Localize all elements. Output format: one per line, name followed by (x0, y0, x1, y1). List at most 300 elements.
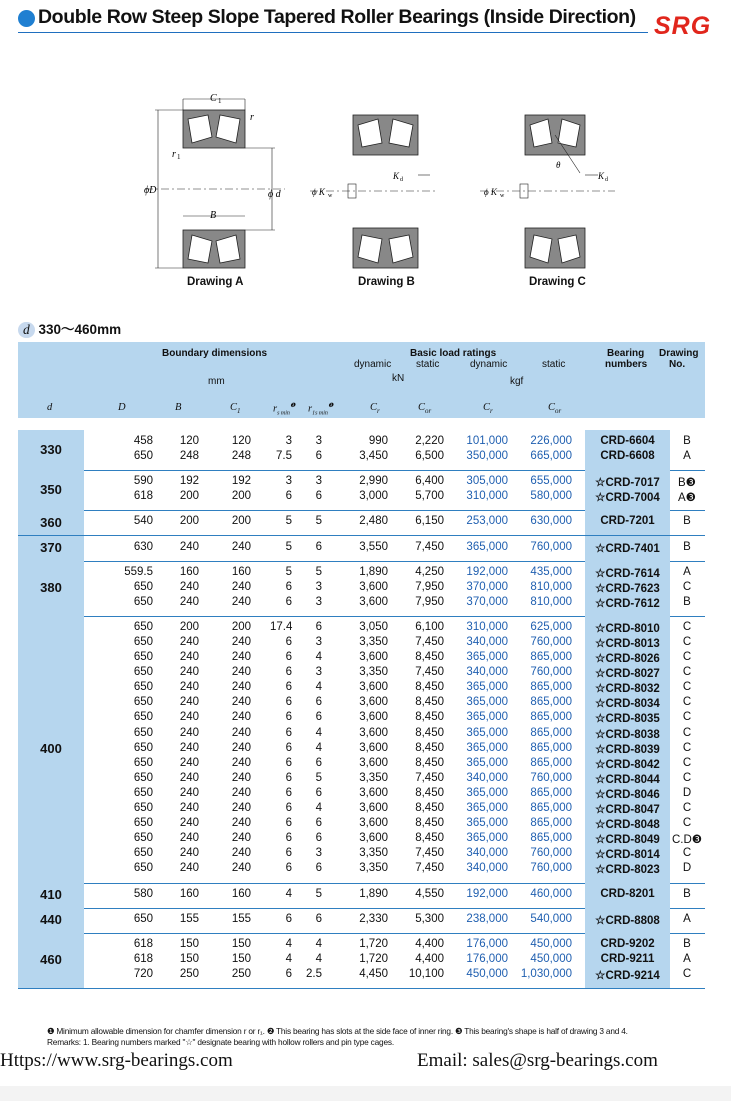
hdr-dynamic2: dynamic (470, 359, 508, 370)
table-row (18, 727, 705, 742)
table-group (18, 561, 705, 617)
cell-r1: 4 (315, 802, 322, 815)
cell-r: 6 (285, 912, 292, 925)
cell-sta: 8,450 (415, 802, 444, 815)
cell-dyk: 340,000 (466, 847, 508, 860)
cell-sta: 8,450 (415, 681, 444, 694)
cell-r1: 6 (315, 540, 322, 553)
cell-dr: D (682, 786, 692, 799)
cell-sta: 4,550 (415, 887, 444, 900)
label-kw: ϕ K (312, 187, 325, 197)
cell-r: 6 (285, 726, 292, 739)
bullet-icon (18, 10, 35, 27)
label-d: ϕ d (268, 189, 281, 200)
cell-stk: 450,000 (530, 952, 572, 965)
cell-bn: CRD-8201 (600, 887, 655, 900)
range-symbol: d (18, 322, 35, 338)
drawing-a (140, 85, 290, 270)
cell-sta: 7,450 (415, 540, 444, 553)
col-B: B (175, 402, 182, 413)
cell-d: 650 (133, 847, 153, 860)
cell-r: 6 (285, 756, 292, 769)
cell-bn: ☆CRD-8038 (595, 728, 660, 741)
table-row (18, 490, 705, 505)
cell-dr: C (682, 771, 692, 784)
hdr-kn: kN (392, 373, 405, 384)
cell-stk: 865,000 (530, 802, 572, 815)
cell-b: 240 (179, 696, 199, 709)
cell-dyn: 3,050 (359, 620, 388, 633)
hdr-bearing1: Bearing (607, 348, 645, 359)
cell-r1: 6 (315, 490, 322, 503)
cell-dyk: 253,000 (466, 515, 508, 528)
cell-bn: ☆CRD-8032 (595, 683, 660, 696)
col-r: $r_{s min}^❶$ (273, 403, 296, 417)
cell-bn: ☆CRD-8047 (595, 804, 660, 817)
cell-dyn: 3,350 (359, 666, 388, 679)
cell-d: 618 (133, 490, 153, 503)
cell-c1: 240 (231, 580, 251, 593)
cell-dr: B❸ (678, 477, 696, 490)
label-r: r (250, 112, 254, 123)
cell-b: 240 (179, 595, 199, 608)
cell-d: 580 (133, 887, 153, 900)
svg-text:d: d (605, 177, 608, 183)
cell-r1: 5 (315, 515, 322, 528)
cell-d: 650 (133, 450, 153, 463)
cell-sta: 7,450 (415, 862, 444, 875)
cell-c1: 240 (231, 756, 251, 769)
table-group (18, 536, 705, 562)
label-kw: ϕ K (484, 187, 497, 197)
cell-dyk: 365,000 (466, 696, 508, 709)
cell-dyk: 365,000 (466, 540, 508, 553)
cell-r: 6 (285, 711, 292, 724)
cell-b: 120 (179, 435, 199, 447)
cell-dr: C (682, 711, 692, 724)
footnotes: ❶ Minimum allowable dimension for chamfer dimension r or r₁. ❷ This bearing has slots at the side face of inner ring. ❸ This bearing's shape is half of drawing 3 and 4. (47, 1026, 628, 1036)
cell-stk: 865,000 (530, 681, 572, 694)
cell-sta: 7,450 (415, 847, 444, 860)
table-row (18, 711, 705, 726)
cell-sta: 7,450 (415, 771, 444, 784)
cell-b: 240 (179, 580, 199, 593)
cell-stk: 460,000 (530, 887, 572, 900)
bore-diameter: 360 (40, 514, 62, 530)
cell-sta: 8,450 (415, 696, 444, 709)
cell-r1: 4 (315, 952, 322, 965)
table-header (18, 342, 705, 418)
cell-dyk: 340,000 (466, 666, 508, 679)
cell-b: 240 (179, 847, 199, 860)
cell-dyk: 365,000 (466, 817, 508, 830)
cell-b: 240 (179, 635, 199, 648)
cell-dyn: 3,550 (359, 540, 388, 553)
cell-dyk: 305,000 (466, 475, 508, 488)
table-group (18, 510, 705, 536)
cell-b: 160 (179, 565, 199, 578)
cell-r1: 3 (315, 635, 322, 648)
cell-r1: 6 (315, 862, 322, 875)
col-r1: $r_{1s min}^❶$ (308, 403, 334, 417)
email-link[interactable]: Email: sales@srg-bearings.com (417, 1050, 658, 1071)
cell-stk: 865,000 (530, 756, 572, 769)
cell-d: 458 (133, 435, 153, 447)
cell-c1: 240 (231, 711, 251, 724)
cell-dr: A (683, 450, 691, 463)
cell-b: 240 (179, 666, 199, 679)
website-link[interactable]: Https://www.srg-bearings.com (0, 1050, 233, 1071)
cell-r: 6 (285, 802, 292, 815)
cell-r1: 4 (315, 651, 322, 664)
cell-r1: 6 (315, 711, 322, 724)
cell-b: 240 (179, 711, 199, 724)
cell-r1: 3 (315, 580, 322, 593)
cell-r1: 6 (315, 620, 322, 633)
cell-r1: 3 (315, 847, 322, 860)
cell-bn: CRD-6608 (600, 450, 655, 463)
cell-bn: ☆CRD-8042 (595, 758, 660, 771)
cell-dr: B (683, 435, 691, 447)
cell-dyk: 365,000 (466, 711, 508, 724)
cell-dyn: 3,600 (359, 756, 388, 769)
cell-dyk: 365,000 (466, 786, 508, 799)
cell-bn: ☆CRD-8046 (595, 788, 660, 801)
cell-bn: ☆CRD-8044 (595, 773, 660, 786)
label-c1: C (210, 93, 217, 104)
cell-dyk: 365,000 (466, 726, 508, 739)
cell-r1: 5 (315, 565, 322, 578)
cell-c1: 160 (231, 887, 251, 900)
bore-diameter: 410 (40, 887, 62, 903)
table-row (18, 817, 705, 832)
cell-bn: ☆CRD-8048 (595, 819, 660, 832)
cell-d: 650 (133, 741, 153, 754)
cell-dyk: 101,000 (466, 435, 508, 447)
cell-dyn: 2,480 (359, 515, 388, 528)
cell-r1: 6 (315, 817, 322, 830)
cell-bn: ☆CRD-7004 (595, 492, 660, 505)
table-row (18, 651, 705, 666)
cell-r1: 4 (315, 681, 322, 694)
cell-dyn: 1,720 (359, 937, 388, 950)
cell-bn: ☆CRD-8049 (595, 834, 660, 847)
cell-stk: 865,000 (530, 741, 572, 754)
cell-b: 240 (179, 726, 199, 739)
cell-r: 6 (285, 817, 292, 830)
cell-r1: 6 (315, 756, 322, 769)
col-cr1: $C_r$ (370, 402, 380, 416)
cell-sta: 8,450 (415, 741, 444, 754)
cell-dyk: 340,000 (466, 771, 508, 784)
cell-d: 720 (133, 967, 153, 980)
cell-c1: 240 (231, 771, 251, 784)
cell-d: 650 (133, 681, 153, 694)
bearing-cross-section-b (310, 85, 440, 270)
cell-dr: B (683, 595, 691, 608)
cell-r1: 6 (315, 832, 322, 845)
cell-d: 650 (133, 666, 153, 679)
cell-sta: 6,100 (415, 620, 444, 633)
cell-stk: 655,000 (530, 475, 572, 488)
cell-r1: 5 (315, 771, 322, 784)
label-D: ϕD (144, 185, 157, 196)
cell-stk: 665,000 (530, 450, 572, 463)
cell-sta: 5,700 (415, 490, 444, 503)
cell-dyn: 3,600 (359, 696, 388, 709)
cell-d: 559.5 (124, 565, 153, 578)
cell-c1: 240 (231, 862, 251, 875)
cell-c1: 200 (231, 620, 251, 633)
table-row (18, 450, 705, 465)
bore-diameter: 440 (40, 912, 62, 928)
cell-stk: 760,000 (530, 666, 572, 679)
cell-r1: 4 (315, 937, 322, 950)
cell-c1: 192 (231, 475, 251, 488)
table-row (18, 666, 705, 681)
cell-r: 6 (285, 847, 292, 860)
cell-r1: 3 (315, 435, 322, 447)
cell-dr: B (683, 515, 691, 528)
cell-stk: 450,000 (530, 937, 572, 950)
cell-dyk: 310,000 (466, 490, 508, 503)
range-text: 330～460mm (38, 322, 122, 337)
bore-diameter: 330 (40, 442, 62, 458)
cell-d: 630 (133, 540, 153, 553)
cell-bn: CRD-9202 (600, 937, 655, 950)
cell-dyn: 3,350 (359, 635, 388, 648)
cell-stk: 625,000 (530, 620, 572, 633)
cell-sta: 6,150 (415, 515, 444, 528)
svg-text:1: 1 (177, 153, 181, 161)
cell-dyn: 3,600 (359, 595, 388, 608)
cell-sta: 7,950 (415, 580, 444, 593)
table-group (18, 430, 705, 471)
table-row (18, 742, 705, 757)
bore-diameter: 400 (40, 741, 62, 757)
cell-d: 590 (133, 475, 153, 488)
cell-c1: 240 (231, 666, 251, 679)
cell-stk: 760,000 (530, 771, 572, 784)
cell-dyn: 3,350 (359, 847, 388, 860)
cell-stk: 865,000 (530, 726, 572, 739)
col-cr2: $C_r$ (483, 402, 493, 416)
cell-dr: B (683, 937, 691, 950)
cell-r: 6 (285, 490, 292, 503)
cell-r1: 6 (315, 786, 322, 799)
cell-r: 6 (285, 862, 292, 875)
cell-c1: 240 (231, 726, 251, 739)
cell-dr: C.D❸ (671, 834, 703, 847)
table-row (18, 696, 705, 711)
table-row (18, 888, 705, 903)
cell-dr: C (682, 817, 692, 830)
cell-r: 5 (285, 540, 292, 553)
label-kd: K (393, 171, 400, 181)
table-group (18, 616, 705, 884)
hdr-basic: Basic load ratings (410, 348, 497, 359)
table-row (18, 968, 705, 983)
cell-d: 650 (133, 651, 153, 664)
cell-dyn: 3,450 (359, 450, 388, 463)
cell-sta: 7,950 (415, 595, 444, 608)
cell-d: 650 (133, 635, 153, 648)
cell-bn: ☆CRD-7614 (595, 567, 660, 580)
cell-r: 6 (285, 666, 292, 679)
cell-c1: 240 (231, 786, 251, 799)
cell-r1: 4 (315, 741, 322, 754)
cell-r1: 3 (315, 666, 322, 679)
cell-dyn: 3,350 (359, 862, 388, 875)
cell-r: 6 (285, 651, 292, 664)
cell-bn: ☆CRD-8039 (595, 743, 660, 756)
cell-r: 6 (285, 741, 292, 754)
cell-stk: 580,000 (530, 490, 572, 503)
cell-b: 160 (179, 887, 199, 900)
cell-dyn: 3,600 (359, 711, 388, 724)
cell-dyk: 365,000 (466, 832, 508, 845)
cell-b: 240 (179, 651, 199, 664)
cell-sta: 8,450 (415, 726, 444, 739)
cell-r: 7.5 (276, 450, 292, 463)
cell-r: 5 (285, 565, 292, 578)
cell-d: 618 (133, 937, 153, 950)
cell-b: 240 (179, 741, 199, 754)
cell-d: 650 (133, 786, 153, 799)
cell-d: 650 (133, 696, 153, 709)
label-r1: r (172, 149, 176, 160)
hdr-drawing1: Drawing (659, 348, 699, 359)
cell-dyn: 3,000 (359, 490, 388, 503)
cell-dyn: 3,600 (359, 580, 388, 593)
table-row (18, 475, 705, 490)
cell-c1: 150 (231, 952, 251, 965)
cell-dyn: 3,600 (359, 786, 388, 799)
cell-dr: C (682, 756, 692, 769)
cell-dyn: 2,330 (359, 912, 388, 925)
cell-c1: 155 (231, 912, 251, 925)
cell-b: 240 (179, 862, 199, 875)
cell-dyk: 238,000 (466, 912, 508, 925)
table-group (18, 470, 705, 511)
table-row (18, 515, 705, 530)
cell-bn: CRD-9211 (600, 952, 655, 965)
cell-r1: 6 (315, 912, 322, 925)
cell-dyk: 370,000 (466, 580, 508, 593)
cell-dr: C (682, 651, 692, 664)
brand-logo: SRG (654, 12, 712, 40)
cell-d: 650 (133, 817, 153, 830)
cell-d: 650 (133, 802, 153, 815)
cell-b: 200 (179, 620, 199, 633)
cell-c1: 240 (231, 802, 251, 815)
label-B: B (210, 210, 217, 221)
size-range (18, 318, 121, 336)
hdr-bearing2: numbers (605, 359, 648, 370)
page-footer-bar (0, 1086, 731, 1101)
table-row (18, 636, 705, 651)
table-row (18, 772, 705, 787)
cell-bn: ☆CRD-8035 (595, 713, 660, 726)
cell-dyk: 350,000 (466, 450, 508, 463)
cell-bn: ☆CRD-8026 (595, 653, 660, 666)
cell-bn: ☆CRD-8013 (595, 637, 660, 650)
cell-c1: 248 (231, 450, 251, 463)
cell-sta: 6,400 (415, 475, 444, 488)
cell-r1: 3 (315, 595, 322, 608)
label-theta: θ (556, 160, 561, 170)
cell-dyk: 310,000 (466, 620, 508, 633)
cell-bn: ☆CRD-8010 (595, 622, 660, 635)
hdr-static1: static (416, 359, 440, 370)
svg-text:w: w (328, 193, 333, 199)
cell-dr: C (682, 741, 692, 754)
cell-dr: C (682, 635, 692, 648)
cell-dr: A (683, 912, 691, 925)
cell-dyk: 340,000 (466, 862, 508, 875)
cell-dyk: 365,000 (466, 802, 508, 815)
cell-stk: 760,000 (530, 635, 572, 648)
cell-dyn: 3,600 (359, 681, 388, 694)
cell-d: 650 (133, 711, 153, 724)
cell-b: 250 (179, 967, 199, 980)
cell-sta: 7,450 (415, 635, 444, 648)
hdr-kgf: kgf (510, 376, 524, 387)
cell-c1: 150 (231, 937, 251, 950)
cell-b: 150 (179, 952, 199, 965)
cell-bn: ☆CRD-8808 (595, 914, 660, 927)
cell-stk: 760,000 (530, 847, 572, 860)
cell-sta: 4,400 (415, 952, 444, 965)
cell-sta: 4,400 (415, 937, 444, 950)
cell-b: 150 (179, 937, 199, 950)
cell-c1: 240 (231, 635, 251, 648)
cell-d: 650 (133, 912, 153, 925)
label-kd: K (598, 171, 605, 181)
cell-dr: C (682, 681, 692, 694)
cell-dr: B (683, 540, 691, 553)
cell-r: 4 (285, 887, 292, 900)
cell-stk: 810,000 (530, 580, 572, 593)
cell-r: 5 (285, 515, 292, 528)
cell-bn: ☆CRD-9214 (595, 969, 660, 982)
cell-dyn: 3,600 (359, 651, 388, 664)
cell-c1: 240 (231, 741, 251, 754)
cell-dyn: 3,350 (359, 771, 388, 784)
cell-c1: 240 (231, 832, 251, 845)
cell-dyn: 990 (368, 435, 388, 447)
cell-bn: ☆CRD-8034 (595, 698, 660, 711)
cell-stk: 810,000 (530, 595, 572, 608)
cell-sta: 8,450 (415, 832, 444, 845)
col-C1: $C_1$ (230, 402, 241, 416)
cell-dyn: 3,600 (359, 726, 388, 739)
cell-b: 200 (179, 490, 199, 503)
col-cor2: $C_{or}$ (548, 402, 562, 416)
cell-c1: 240 (231, 847, 251, 860)
table-row (18, 435, 705, 450)
cell-c1: 120 (231, 435, 251, 447)
cell-bn: CRD-6604 (600, 435, 655, 447)
col-D: D (118, 402, 126, 413)
bore-diameter: 370 (40, 540, 62, 556)
table-row (18, 566, 705, 581)
cell-b: 155 (179, 912, 199, 925)
cell-c1: 240 (231, 540, 251, 553)
table-group (18, 908, 705, 934)
page-title: Double Row Steep Slope Tapered Roller Bearings (Inside Direction) (38, 6, 636, 28)
cell-r: 4 (285, 952, 292, 965)
